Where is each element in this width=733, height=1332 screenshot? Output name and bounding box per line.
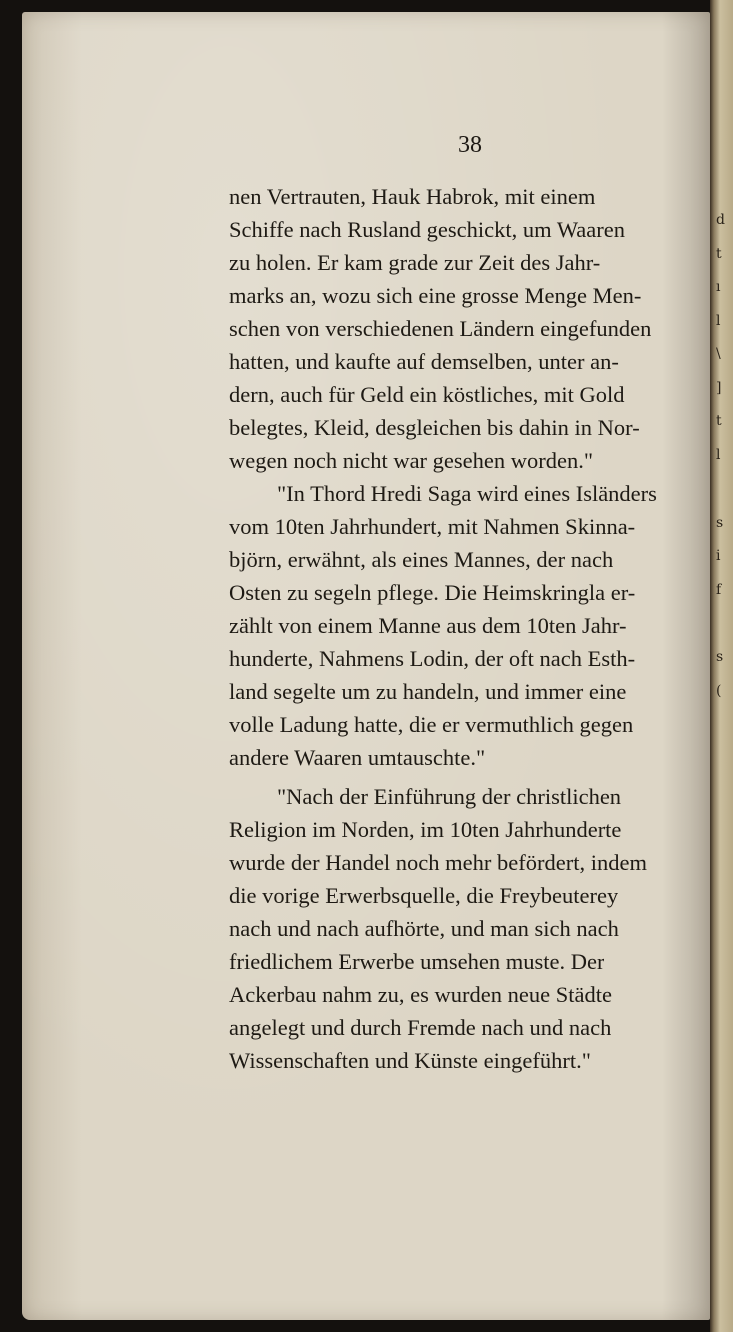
facing-page-letter: l: [716, 447, 721, 463]
text-line: nen Vertrauten, Hauk Habrok, mit einem: [229, 184, 596, 209]
facing-page-letter: t: [716, 246, 722, 262]
text-line: zu holen. Er kam grade zur Zeit des Jahr-: [229, 250, 601, 275]
text-line: wegen noch nicht war gesehen worden.": [229, 448, 594, 473]
text-line: zählt von einem Manne aus dem 10ten Jahr-: [229, 613, 627, 638]
facing-page-letter: f: [716, 582, 722, 598]
page-number: 38: [458, 132, 482, 158]
facing-page-letter: s: [716, 649, 724, 665]
facing-page-letter: ]: [716, 380, 722, 396]
facing-page-edge: [710, 0, 733, 1332]
text-line: hunderte, Nahmens Lodin, der oft nach Esth-: [229, 646, 636, 671]
text-line: björn, erwähnt, als eines Mannes, der nach: [229, 547, 614, 572]
text-line: andere Waaren umtauschte.": [229, 745, 486, 770]
text-line: "In Thord Hredi Saga wird eines Isländers: [277, 481, 657, 506]
facing-page-letter: t: [716, 413, 722, 429]
text-line: Osten zu segeln pflege. Die Heimskringla er-: [229, 580, 636, 605]
text-line: Schiffe nach Rusland geschickt, um Waaren: [229, 217, 625, 242]
facing-page-letter: i: [716, 548, 721, 564]
text-line: belegtes, Kleid, desgleichen bis dahin in Nor-: [229, 415, 640, 440]
facing-page-letter: ı: [716, 279, 721, 295]
text-line: Wissenschaften und Künste eingeführt.": [229, 1048, 591, 1073]
facing-page-letter: (: [716, 683, 722, 699]
text-line: wurde der Handel noch mehr befördert, indem: [229, 850, 647, 875]
facing-page-letter: \: [716, 346, 721, 362]
text-line: land segelte um zu handeln, und immer eine: [229, 679, 627, 704]
text-line: vom 10ten Jahrhundert, mit Nahmen Skinna-: [229, 514, 636, 539]
text-line: volle Ladung hatte, die er vermuthlich gegen: [229, 712, 634, 737]
text-line: dern, auch für Geld ein köstliches, mit Gold: [229, 382, 625, 407]
text-line: Religion im Norden, im 10ten Jahrhunderte: [229, 817, 622, 842]
text-line: nach und nach aufhörte, und man sich nach: [229, 916, 619, 941]
facing-page-letter: s: [716, 515, 724, 531]
text-line: schen von verschiedenen Ländern eingefunden: [229, 316, 652, 341]
text-line: "Nach der Einführung der christlichen: [277, 784, 622, 809]
text-line: Ackerbau nahm zu, es wurden neue Städte: [229, 982, 612, 1007]
facing-page-letter: d: [716, 212, 725, 228]
facing-page-letter: l: [716, 313, 721, 329]
text-line: marks an, wozu sich eine grosse Menge Men-: [229, 283, 642, 308]
text-line: hatten, und kaufte auf demselben, unter an-: [229, 349, 619, 374]
text-line: angelegt und durch Fremde nach und nach: [229, 1015, 612, 1040]
text-line: friedlichem Erwerbe umsehen muste. Der: [229, 949, 605, 974]
text-line: die vorige Erwerbsquelle, die Freybeuterey: [229, 883, 619, 908]
